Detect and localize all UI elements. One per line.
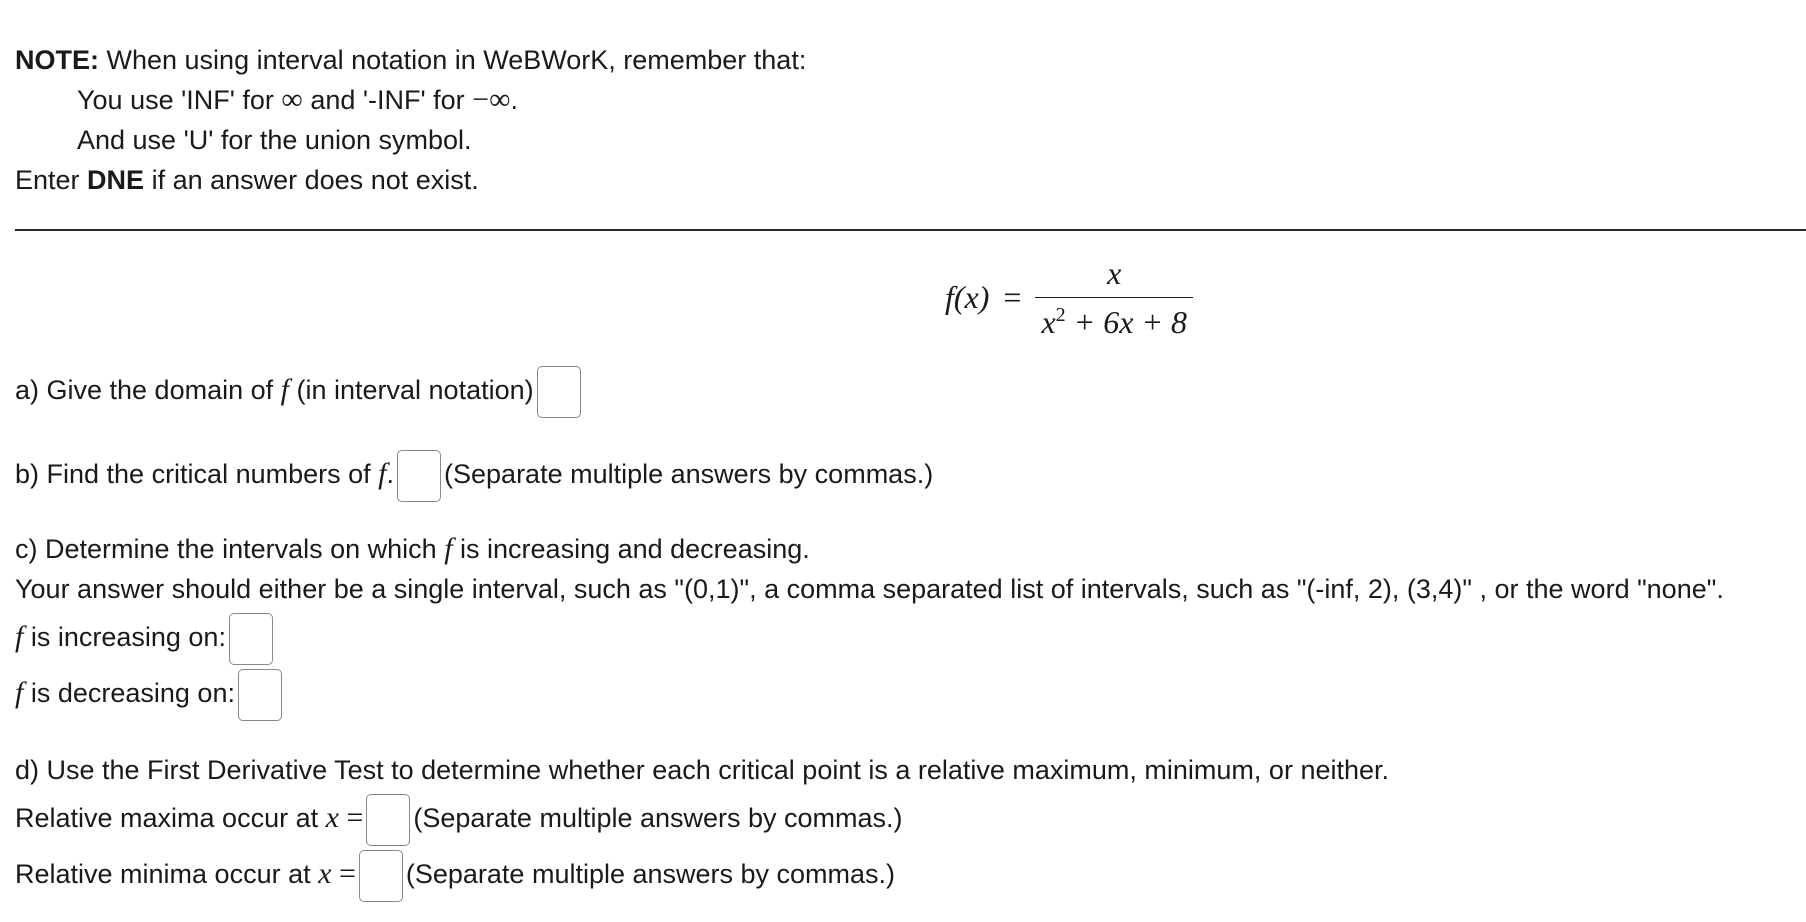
minima-x: x [318,857,332,890]
critical-numbers-input[interactable] [397,450,441,502]
den-rest: + 6x + 8 [1065,304,1188,340]
note-line-2 [77,83,518,117]
minima-label: Relative minima occur at [15,859,319,889]
infinity-symbol: ∞ [281,83,303,116]
note-inf-text: You use 'INF' for [77,85,282,115]
domain-answer-input[interactable] [537,366,581,418]
neg-infinity-symbol: −∞ [472,83,511,116]
maxima-x: x [325,801,339,834]
note-label: NOTE: [15,45,99,75]
part-c-text: c) Determine the intervals on which [15,534,445,564]
note-line-3: And use 'U' for the union symbol. [77,125,472,155]
note-text: When using interval notation in WeBWorK, remember that: [99,45,807,75]
part-c-f: f [444,532,453,565]
minima-equals: = [338,857,356,890]
formula-denominator [1035,297,1193,340]
maxima-label: Relative maxima occur at [15,803,326,833]
decreasing-row [15,665,285,721]
decreasing-interval-input[interactable] [238,669,282,721]
dne-prefix: Enter [15,165,88,195]
dne-keyword: DNE [87,165,145,195]
maxima-row [15,790,903,846]
part-a-text-after: (in interval notation) [288,375,534,405]
part-a-text: a) Give the domain of [15,375,281,405]
note-period: . [510,85,518,115]
decreasing-f: f [15,676,24,709]
relative-minima-input[interactable] [359,850,403,902]
den-x: x [1041,304,1056,340]
minima-row [15,846,895,902]
part-a-f: f [280,373,289,406]
note-line-1 [15,43,806,77]
maxima-hint: (Separate multiple answers by commas.) [413,803,903,833]
formula-equals: = [1003,279,1022,315]
den-exponent: 2 [1055,304,1066,326]
part-b [15,446,933,502]
dne-suffix: if an answer does not exist. [144,165,479,195]
part-a [15,362,584,418]
note-neginf-text: and '-INF' for [302,85,473,115]
part-b-hint: (Separate multiple answers by commas.) [444,459,934,489]
maxima-equals: = [346,801,364,834]
part-d-line-1: d) Use the First Derivative Test to determine whether each critical point is a relative maximum, minimum, or neither. [15,755,1390,785]
function-formula [945,255,1193,340]
minima-hint: (Separate multiple answers by commas.) [405,859,896,889]
part-b-f: f [378,457,387,490]
part-b-text: b) Find the critical numbers of [15,459,379,489]
increasing-label: is increasing on: [23,622,226,652]
relative-maxima-input[interactable] [366,794,410,846]
part-c-text-after: is increasing and decreasing. [452,534,810,564]
increasing-interval-input[interactable] [229,613,273,665]
formula-lhs: f(x) [945,279,990,315]
part-c-line-2: Your answer should either be a single interval, such as "(0,1)", a comma separated list of intervals, such as "(-inf, 2), (3,4)" , or the word "none". [15,574,1724,604]
note-line-4 [15,163,479,197]
section-divider [15,229,1806,231]
decreasing-label: is decreasing on: [23,678,235,708]
part-b-period: . [386,459,395,489]
formula-numerator: x [1107,255,1122,291]
formula-fraction [1035,255,1193,340]
part-c-line-1 [15,532,810,566]
increasing-f: f [15,620,24,653]
increasing-row [15,609,276,665]
